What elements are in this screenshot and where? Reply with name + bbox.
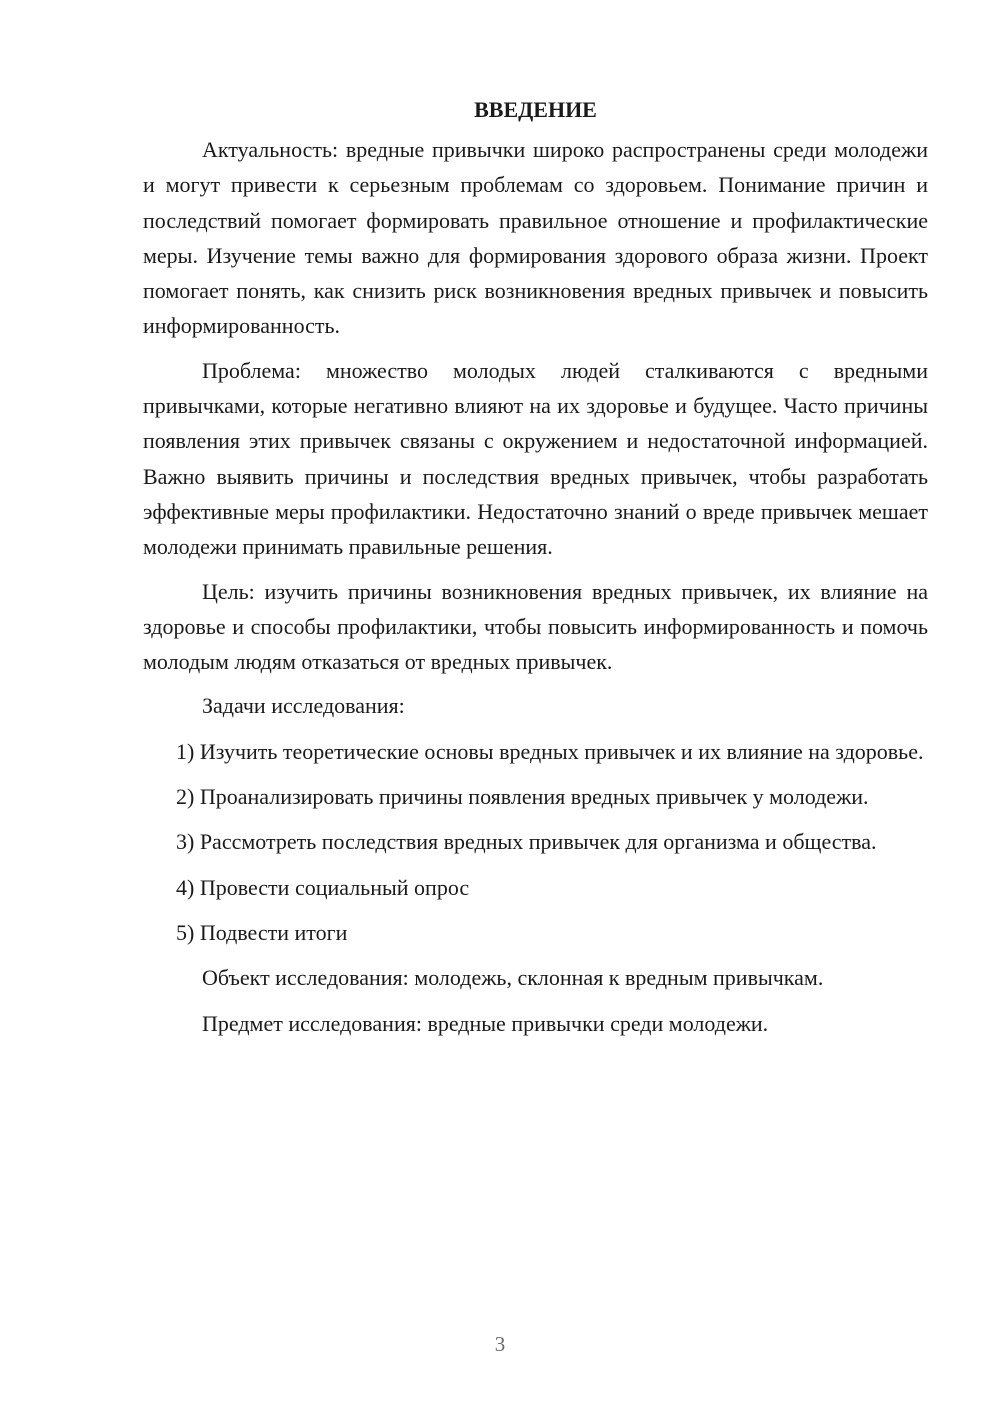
task-item-5: 5) Подвести итоги [176,919,348,945]
task-item-1: 1) Изучить теоретические основы вредных привычек и их влияние на здоровье. [176,738,924,764]
research-subject: Предмет исследования: вредные привычки среди молодежи. [202,1010,769,1036]
page-title: ВВЕДЕНИЕ [474,97,597,122]
tasks-heading: Задачи исследования: [202,693,405,719]
task-item-2: 2) Проанализировать причины появления вредных привычек у молодежи. [176,784,869,810]
task-item-3: 3) Рассмотреть последствия вредных привычек для организма и общества. [176,829,877,855]
goal-paragraph: Цель: изучить причины возникновения вредных привычек, их влияние на здоровье и способы профилактики, чтобы повысить информированность и помочь молодым людям отказаться от вредных привычек. [143,578,928,675]
task-item-4: 4) Провести социальный опрос [176,874,470,900]
problem-paragraph: Проблема: множество молодых людей сталкиваются с вредными привычками, которые негативно влияют на их здоровье и будущее. Часто причины появления этих привычек связаны с окружением и недостаточной информацией. Важно выявить причины и последствия вредных привычек, чтобы разработать эффективные меры профилактики. Недостаточно знаний о вреде привычек мешает молодежи принимать правильные решения. [143,357,928,560]
research-object: Объект исследования: молодежь, склонная к вредным привычкам. [202,965,824,991]
relevance-paragraph: Актуальность: вредные привычки широко распространены среди молодежи и могут привести к серьезным проблемам со здоровьем. Понимание причин и последствий помогает формировать правильное отношение и профилактические меры. Изучение темы важно для формирования здорового образа жизни. Проект помогает понять, как снизить риск возникновения вредных привычек и повысить информированность. [143,137,928,339]
page-number: 3 [494,1332,506,1356]
document-page [143,92,928,1051]
